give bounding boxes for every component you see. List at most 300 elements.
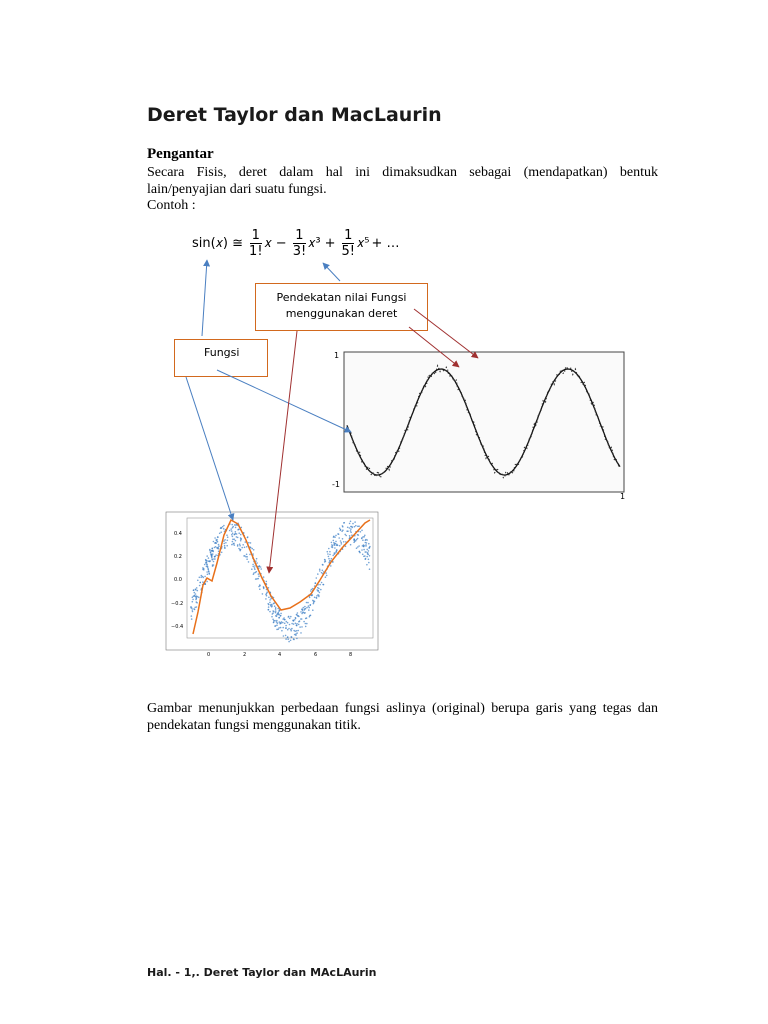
formula-lhs: sin(𝑥) ≅	[192, 236, 244, 251]
scatter-point	[354, 521, 356, 523]
arrow-callout-to-sine-peak	[414, 309, 478, 358]
scatter-point	[275, 608, 277, 610]
scatter-point	[296, 623, 298, 625]
scatter-point	[223, 528, 225, 530]
scatter-point	[233, 538, 235, 540]
scatter-point	[328, 548, 330, 550]
scatter-point	[239, 550, 241, 552]
scatter-point	[349, 523, 351, 525]
scatter-point	[218, 544, 220, 546]
scatter-point	[241, 547, 243, 549]
scatter-point	[296, 630, 298, 632]
scatter-point	[240, 538, 242, 540]
scatter-point	[369, 568, 371, 570]
conclusion-paragraph: Gambar menunjukkan perbedaan fungsi aslinya (original) berupa garis yang tegas dan pendekatan fungsi menggunakan titik.	[147, 701, 658, 733]
scatter-point	[191, 607, 193, 609]
scatter-point	[202, 567, 204, 569]
scatter-point	[260, 568, 262, 570]
scatter-point	[343, 541, 345, 543]
scatter-point	[235, 527, 237, 529]
scatter-point	[332, 555, 334, 557]
scatter-point	[224, 539, 226, 541]
scatter-point	[287, 637, 289, 639]
scatter-point	[361, 549, 363, 551]
scatter-point	[344, 534, 346, 536]
scatter-point	[265, 598, 267, 600]
scatter-point	[260, 566, 262, 568]
scatter-point	[324, 559, 326, 561]
scatter-point	[225, 542, 227, 544]
scatter-point	[306, 617, 308, 619]
scatter-point	[358, 534, 360, 536]
scatter-point	[212, 559, 214, 561]
scatter-point	[249, 554, 251, 556]
scatter-point	[320, 589, 322, 591]
scatter-point	[315, 582, 317, 584]
scatter-point	[195, 599, 197, 601]
scatter-point	[288, 628, 290, 630]
scatter-point	[362, 539, 364, 541]
scatter-point	[364, 555, 366, 557]
scatter-point	[272, 612, 274, 614]
scatter-point	[302, 610, 304, 612]
scatter-point	[361, 530, 363, 532]
scatter-point	[308, 605, 310, 607]
scatter-point	[365, 545, 367, 547]
term-3-sign: + …	[371, 236, 400, 251]
scatter-point	[269, 599, 271, 601]
scatter-point	[237, 537, 239, 539]
scatter-point	[306, 602, 308, 604]
scatter-point	[310, 615, 312, 617]
sine-chart-ytick-bottom: -1	[332, 480, 340, 489]
function-callout-label: Fungsi	[204, 346, 240, 359]
scatter-point	[338, 537, 340, 539]
scatter-point	[285, 638, 287, 640]
scatter-point	[202, 581, 204, 583]
scatter-point	[209, 550, 211, 552]
scatter-point	[278, 627, 280, 629]
scatter-point	[300, 632, 302, 634]
scatter-point	[254, 567, 256, 569]
scatter-point	[365, 539, 367, 541]
scatter-point	[229, 530, 231, 532]
scatter-point	[219, 533, 221, 535]
scatter-point	[213, 561, 215, 563]
scatter-point	[330, 565, 332, 567]
scatter-point	[214, 556, 216, 558]
scatter-point	[208, 569, 210, 571]
scatter-point	[238, 532, 240, 534]
scatter-point	[342, 525, 344, 527]
scatter-point	[210, 552, 212, 554]
arrow-fungsi-to-sine-chart	[217, 370, 351, 432]
scatter-point	[335, 535, 337, 537]
scatter-point	[331, 542, 333, 544]
intro-paragraph: Secara Fisis, deret dalam hal ini dimaksudkan sebagai (mendapatkan) bentuk lain/penyajian dari suatu fungsi.	[147, 165, 658, 197]
scatter-point	[251, 548, 253, 550]
scatter-point	[290, 636, 292, 638]
scatter-point	[322, 564, 324, 566]
scatter-point	[287, 622, 289, 624]
scatter-point	[321, 572, 323, 574]
scatter-point	[208, 557, 210, 559]
scatter-point	[333, 540, 335, 542]
scatter-point	[329, 560, 331, 562]
scatter-point	[277, 628, 279, 630]
scatter-ytick-3: −0.2	[171, 601, 184, 607]
scatter-point	[246, 546, 248, 548]
scatter-point	[300, 611, 302, 613]
scatter-point	[289, 624, 291, 626]
page-title: Deret Taylor dan MacLaurin	[147, 104, 442, 126]
scatter-point	[332, 547, 334, 549]
scatter-point	[309, 616, 311, 618]
scatter-point	[296, 614, 298, 616]
scatter-point	[352, 523, 354, 525]
scatter-point	[287, 629, 289, 631]
term-2-sign: +	[324, 236, 336, 251]
scatter-point	[248, 561, 250, 563]
scatter-point	[293, 620, 295, 622]
scatter-point	[211, 555, 213, 557]
scatter-point	[294, 619, 296, 621]
scatter-point	[336, 549, 338, 551]
scatter-point	[206, 581, 208, 583]
scatter-point	[305, 623, 307, 625]
scatter-point	[252, 566, 254, 568]
scatter-point	[288, 641, 290, 643]
scatter-point	[235, 540, 237, 542]
scatter-point	[242, 544, 244, 546]
scatter-point	[267, 603, 269, 605]
scatter-xtick-2: 4	[278, 652, 282, 658]
scatter-point	[318, 596, 320, 598]
scatter-point	[194, 607, 196, 609]
scatter-point	[296, 625, 298, 627]
scatter-point	[193, 590, 195, 592]
scatter-point	[232, 541, 234, 543]
scatter-point	[354, 526, 356, 528]
scatter-point	[276, 624, 278, 626]
scatter-point	[256, 558, 258, 560]
scatter-point	[333, 542, 335, 544]
scatter-point	[357, 538, 359, 540]
arrow-fungsi-to-formula	[202, 260, 207, 336]
scatter-chart	[166, 512, 378, 658]
scatter-point	[319, 569, 321, 571]
scatter-point	[312, 609, 314, 611]
scatter-point	[291, 623, 293, 625]
scatter-point	[204, 576, 206, 578]
scatter-point	[240, 534, 242, 536]
scatter-point	[275, 612, 277, 614]
scatter-point	[266, 593, 268, 595]
scatter-point	[331, 544, 333, 546]
example-label: Contoh :	[147, 198, 196, 213]
term-1-numerator: 1	[251, 228, 260, 243]
scatter-point	[342, 538, 344, 540]
sine-chart	[332, 351, 625, 501]
scatter-point	[341, 543, 343, 545]
scatter-point	[367, 553, 369, 555]
scatter-point	[197, 590, 199, 592]
scatter-point	[339, 545, 341, 547]
scatter-point	[298, 616, 300, 618]
scatter-point	[316, 589, 318, 591]
scatter-point	[322, 570, 324, 572]
scatter-point	[221, 552, 223, 554]
scatter-point	[362, 554, 364, 556]
scatter-point	[250, 542, 252, 544]
scatter-xtick-0: 0	[207, 652, 211, 658]
scatter-point	[223, 543, 225, 545]
scatter-point	[203, 577, 205, 579]
scatter-point	[263, 576, 265, 578]
scatter-point	[211, 557, 213, 559]
scatter-point	[257, 578, 259, 580]
scatter-point	[271, 616, 273, 618]
scatter-point	[326, 575, 328, 577]
scatter-point	[254, 565, 256, 567]
scatter-point	[195, 593, 197, 595]
scatter-point	[369, 546, 371, 548]
scatter-point	[340, 540, 342, 542]
scatter-point	[333, 536, 335, 538]
scatter-point	[215, 546, 217, 548]
scatter-point	[297, 612, 299, 614]
scatter-point	[321, 582, 323, 584]
sine-chart-xtick-right: 1	[620, 492, 626, 501]
scatter-point	[280, 613, 282, 615]
scatter-point	[233, 543, 235, 545]
scatter-point	[206, 560, 208, 562]
scatter-point	[333, 544, 335, 546]
scatter-point	[271, 604, 273, 606]
scatter-point	[274, 605, 276, 607]
scatter-point	[357, 546, 359, 548]
scatter-point	[329, 554, 331, 556]
scatter-point	[334, 553, 336, 555]
scatter-point	[319, 592, 321, 594]
scatter-point	[268, 609, 270, 611]
scatter-point	[192, 599, 194, 601]
scatter-point	[328, 558, 330, 560]
scatter-point	[363, 536, 365, 538]
scatter-point	[358, 545, 360, 547]
scatter-point	[342, 529, 344, 531]
scatter-point	[192, 609, 194, 611]
scatter-point	[220, 531, 222, 533]
scatter-point	[201, 575, 203, 577]
term-2-numerator: 1	[295, 228, 304, 243]
scatter-point	[355, 525, 357, 527]
scatter-point	[192, 611, 194, 613]
scatter-point	[254, 569, 256, 571]
scatter-point	[350, 521, 352, 523]
scatter-point	[306, 607, 308, 609]
scatter-point	[295, 635, 297, 637]
scatter-point	[350, 526, 352, 528]
scatter-point	[350, 530, 352, 532]
scatter-point	[248, 542, 250, 544]
scatter-point	[364, 551, 366, 553]
scatter-point	[282, 618, 284, 620]
scatter-point	[194, 592, 196, 594]
scatter-point	[214, 558, 216, 560]
page-footer: Hal. - 1,. Deret Taylor dan MAcLAurin	[147, 966, 377, 979]
scatter-point	[195, 589, 197, 591]
scatter-point	[204, 564, 206, 566]
scatter-ytick-0: 0.4	[174, 531, 182, 537]
scatter-point	[301, 626, 303, 628]
term-1-sign: −	[275, 236, 287, 251]
scatter-point	[212, 548, 214, 550]
scatter-chart-axes	[187, 518, 373, 638]
scatter-point	[277, 613, 279, 615]
scatter-ytick-1: 0.2	[174, 554, 182, 560]
scatter-point	[289, 618, 291, 620]
scatter-point	[359, 551, 361, 553]
scatter-point	[259, 584, 261, 586]
scatter-point	[303, 607, 305, 609]
scatter-point	[366, 564, 368, 566]
scatter-point	[360, 531, 362, 533]
term-3-denominator: 5!	[341, 244, 356, 259]
scatter-point	[278, 610, 280, 612]
scatter-point	[255, 578, 257, 580]
scatter-point	[325, 572, 327, 574]
scatter-point	[194, 609, 196, 611]
scatter-point	[283, 635, 285, 637]
scatter-point	[285, 627, 287, 629]
scatter-point	[363, 549, 365, 551]
scatter-point	[314, 597, 316, 599]
scatter-point	[234, 544, 236, 546]
scatter-point	[280, 615, 282, 617]
scatter-point	[195, 596, 197, 598]
section-heading: Pengantar	[147, 146, 214, 162]
scatter-point	[279, 617, 281, 619]
scatter-point	[244, 547, 246, 549]
scatter-point	[334, 547, 336, 549]
scatter-point	[299, 626, 301, 628]
scatter-point	[243, 555, 245, 557]
scatter-point	[220, 527, 222, 529]
scatter-point	[247, 537, 249, 539]
scatter-point	[366, 549, 368, 551]
scatter-point	[231, 524, 233, 526]
scatter-point	[208, 571, 210, 573]
scatter-point	[313, 603, 315, 605]
sine-chart-ytick-top: 1	[334, 351, 340, 360]
scatter-point	[357, 526, 359, 528]
scatter-ytick-4: −0.4	[171, 624, 184, 630]
scatter-point	[237, 529, 239, 531]
scatter-point	[304, 608, 306, 610]
scatter-point	[298, 624, 300, 626]
scatter-point	[284, 623, 286, 625]
scatter-point	[355, 540, 357, 542]
scatter-point	[316, 595, 318, 597]
term-2-variable: 𝑥³	[308, 236, 321, 251]
scatter-point	[274, 620, 276, 622]
scatter-point	[207, 560, 209, 562]
term-1-variable: 𝑥	[264, 236, 272, 251]
scatter-point	[223, 525, 225, 527]
scatter-point	[369, 555, 371, 557]
scatter-point	[301, 613, 303, 615]
scatter-point	[368, 547, 370, 549]
scatter-point	[350, 528, 352, 530]
scatter-point	[349, 527, 351, 529]
scatter-ytick-2: 0.0	[174, 577, 182, 583]
scatter-point	[336, 544, 338, 546]
scatter-point	[285, 625, 287, 627]
scatter-point	[347, 530, 349, 532]
scatter-point	[303, 621, 305, 623]
scatter-point	[327, 551, 329, 553]
scatter-point	[231, 534, 233, 536]
scatter-point	[224, 547, 226, 549]
scatter-point	[275, 625, 277, 627]
scatter-point	[226, 534, 228, 536]
scatter-point	[366, 556, 368, 558]
scatter-point	[256, 562, 258, 564]
scatter-point	[263, 588, 265, 590]
scatter-xtick-4: 8	[349, 652, 353, 658]
scatter-point	[365, 542, 367, 544]
scatter-point	[206, 571, 208, 573]
scatter-point	[196, 587, 198, 589]
scatter-point	[226, 545, 228, 547]
scatter-point	[323, 584, 325, 586]
scatter-point	[327, 553, 329, 555]
scatter-point	[282, 627, 284, 629]
scatter-point	[308, 609, 310, 611]
scatter-point	[295, 617, 297, 619]
scatter-point	[309, 597, 311, 599]
scatter-point	[304, 606, 306, 608]
scatter-point	[199, 582, 201, 584]
scatter-point	[258, 573, 260, 575]
scatter-point	[218, 545, 220, 547]
scatter-point	[307, 602, 309, 604]
scatter-point	[363, 546, 365, 548]
scatter-point	[253, 549, 255, 551]
scatter-point	[232, 536, 234, 538]
scatter-point	[239, 545, 241, 547]
scatter-point	[340, 529, 342, 531]
scatter-point	[269, 611, 271, 613]
scatter-point	[316, 577, 318, 579]
scatter-point	[212, 550, 214, 552]
scatter-point	[258, 575, 260, 577]
scatter-point	[350, 532, 352, 534]
scatter-point	[237, 545, 239, 547]
scatter-point	[356, 547, 358, 549]
scatter-point	[190, 606, 192, 608]
scatter-point	[365, 558, 367, 560]
scatter-point	[276, 616, 278, 618]
scatter-point	[364, 535, 366, 537]
scatter-point	[305, 626, 307, 628]
scatter-point	[306, 623, 308, 625]
scatter-point	[197, 596, 199, 598]
scatter-point	[298, 621, 300, 623]
scatter-point	[335, 551, 337, 553]
scatter-xtick-1: 2	[243, 652, 247, 658]
